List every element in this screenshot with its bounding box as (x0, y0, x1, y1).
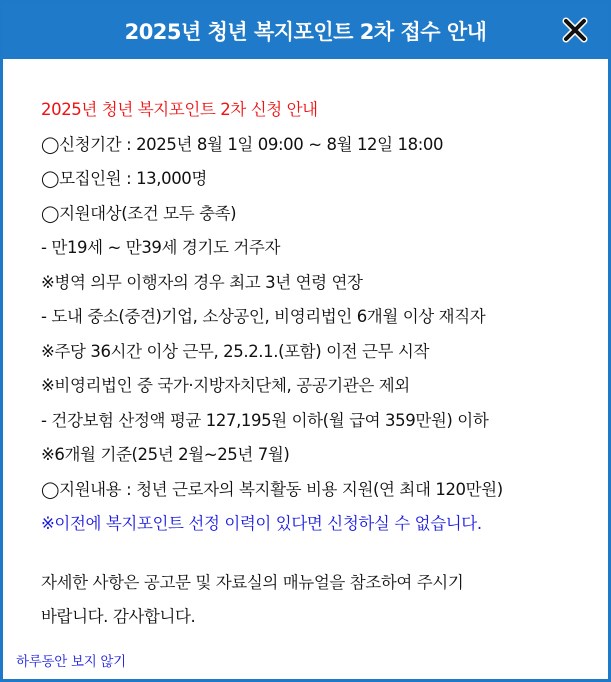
eligibility-insurance-note: ※6개월 기준(25년 2월~25년 7월) (41, 445, 290, 464)
popup-title: 2025년 청년 복지포인트 2차 접수 안내 (124, 20, 487, 44)
popup-content (41, 93, 591, 635)
content-spacer (41, 542, 591, 566)
eligibility-employment: - 도내 중소(중견)기업, 소상공인, 비영리법인 6개월 이상 재직자 (41, 307, 486, 326)
eligibility-hours-note: ※주당 36시간 이상 근무, 25.2.1.(포함) 이전 근무 시작 (41, 341, 430, 361)
eligibility-title: ◯지원대상(조건 모두 충족) (41, 203, 237, 223)
close-x-icon (560, 15, 590, 45)
eligibility-age-note: ※병역 의무 이행자의 경우 최고 3년 연령 연장 (41, 272, 363, 292)
application-period: ◯신청기간 : 2025년 8월 1일 09:00 ~ 8월 12일 18:00 (41, 134, 444, 154)
closing-text-2: 바랍니다. 감사합니다. (41, 607, 196, 626)
notice-heading: 2025년 청년 복지포인트 2차 신청 안내 (41, 100, 318, 119)
prior-selection-notice: ※이전에 복지포인트 선정 이력이 있다면 신청하실 수 없습니다. (41, 514, 482, 533)
eligibility-insurance: - 건강보험 산정액 평균 127,195원 이하(월 급여 359만원) 이하 (41, 410, 489, 430)
support-details: ◯지원내용 : 청년 근로자의 복지활동 비용 지원(연 최대 120만원) (41, 479, 503, 499)
eligibility-age: - 만19세 ~ 만39세 경기도 거주자 (41, 238, 280, 257)
dismiss-for-day-link[interactable]: 하루동안 보지 않기 (16, 654, 126, 670)
recruitment-count: ◯모집인원 : 13,000명 (41, 169, 207, 188)
popup-header (3, 3, 608, 59)
eligibility-exclusion-note: ※비영리법인 중 국가·지방자치단체, 공공기관은 제외 (41, 376, 410, 395)
close-button[interactable] (560, 15, 590, 45)
closing-text-1: 자세한 사항은 공고문 및 자료실의 매뉴얼을 참조하여 주시기 (41, 572, 464, 592)
